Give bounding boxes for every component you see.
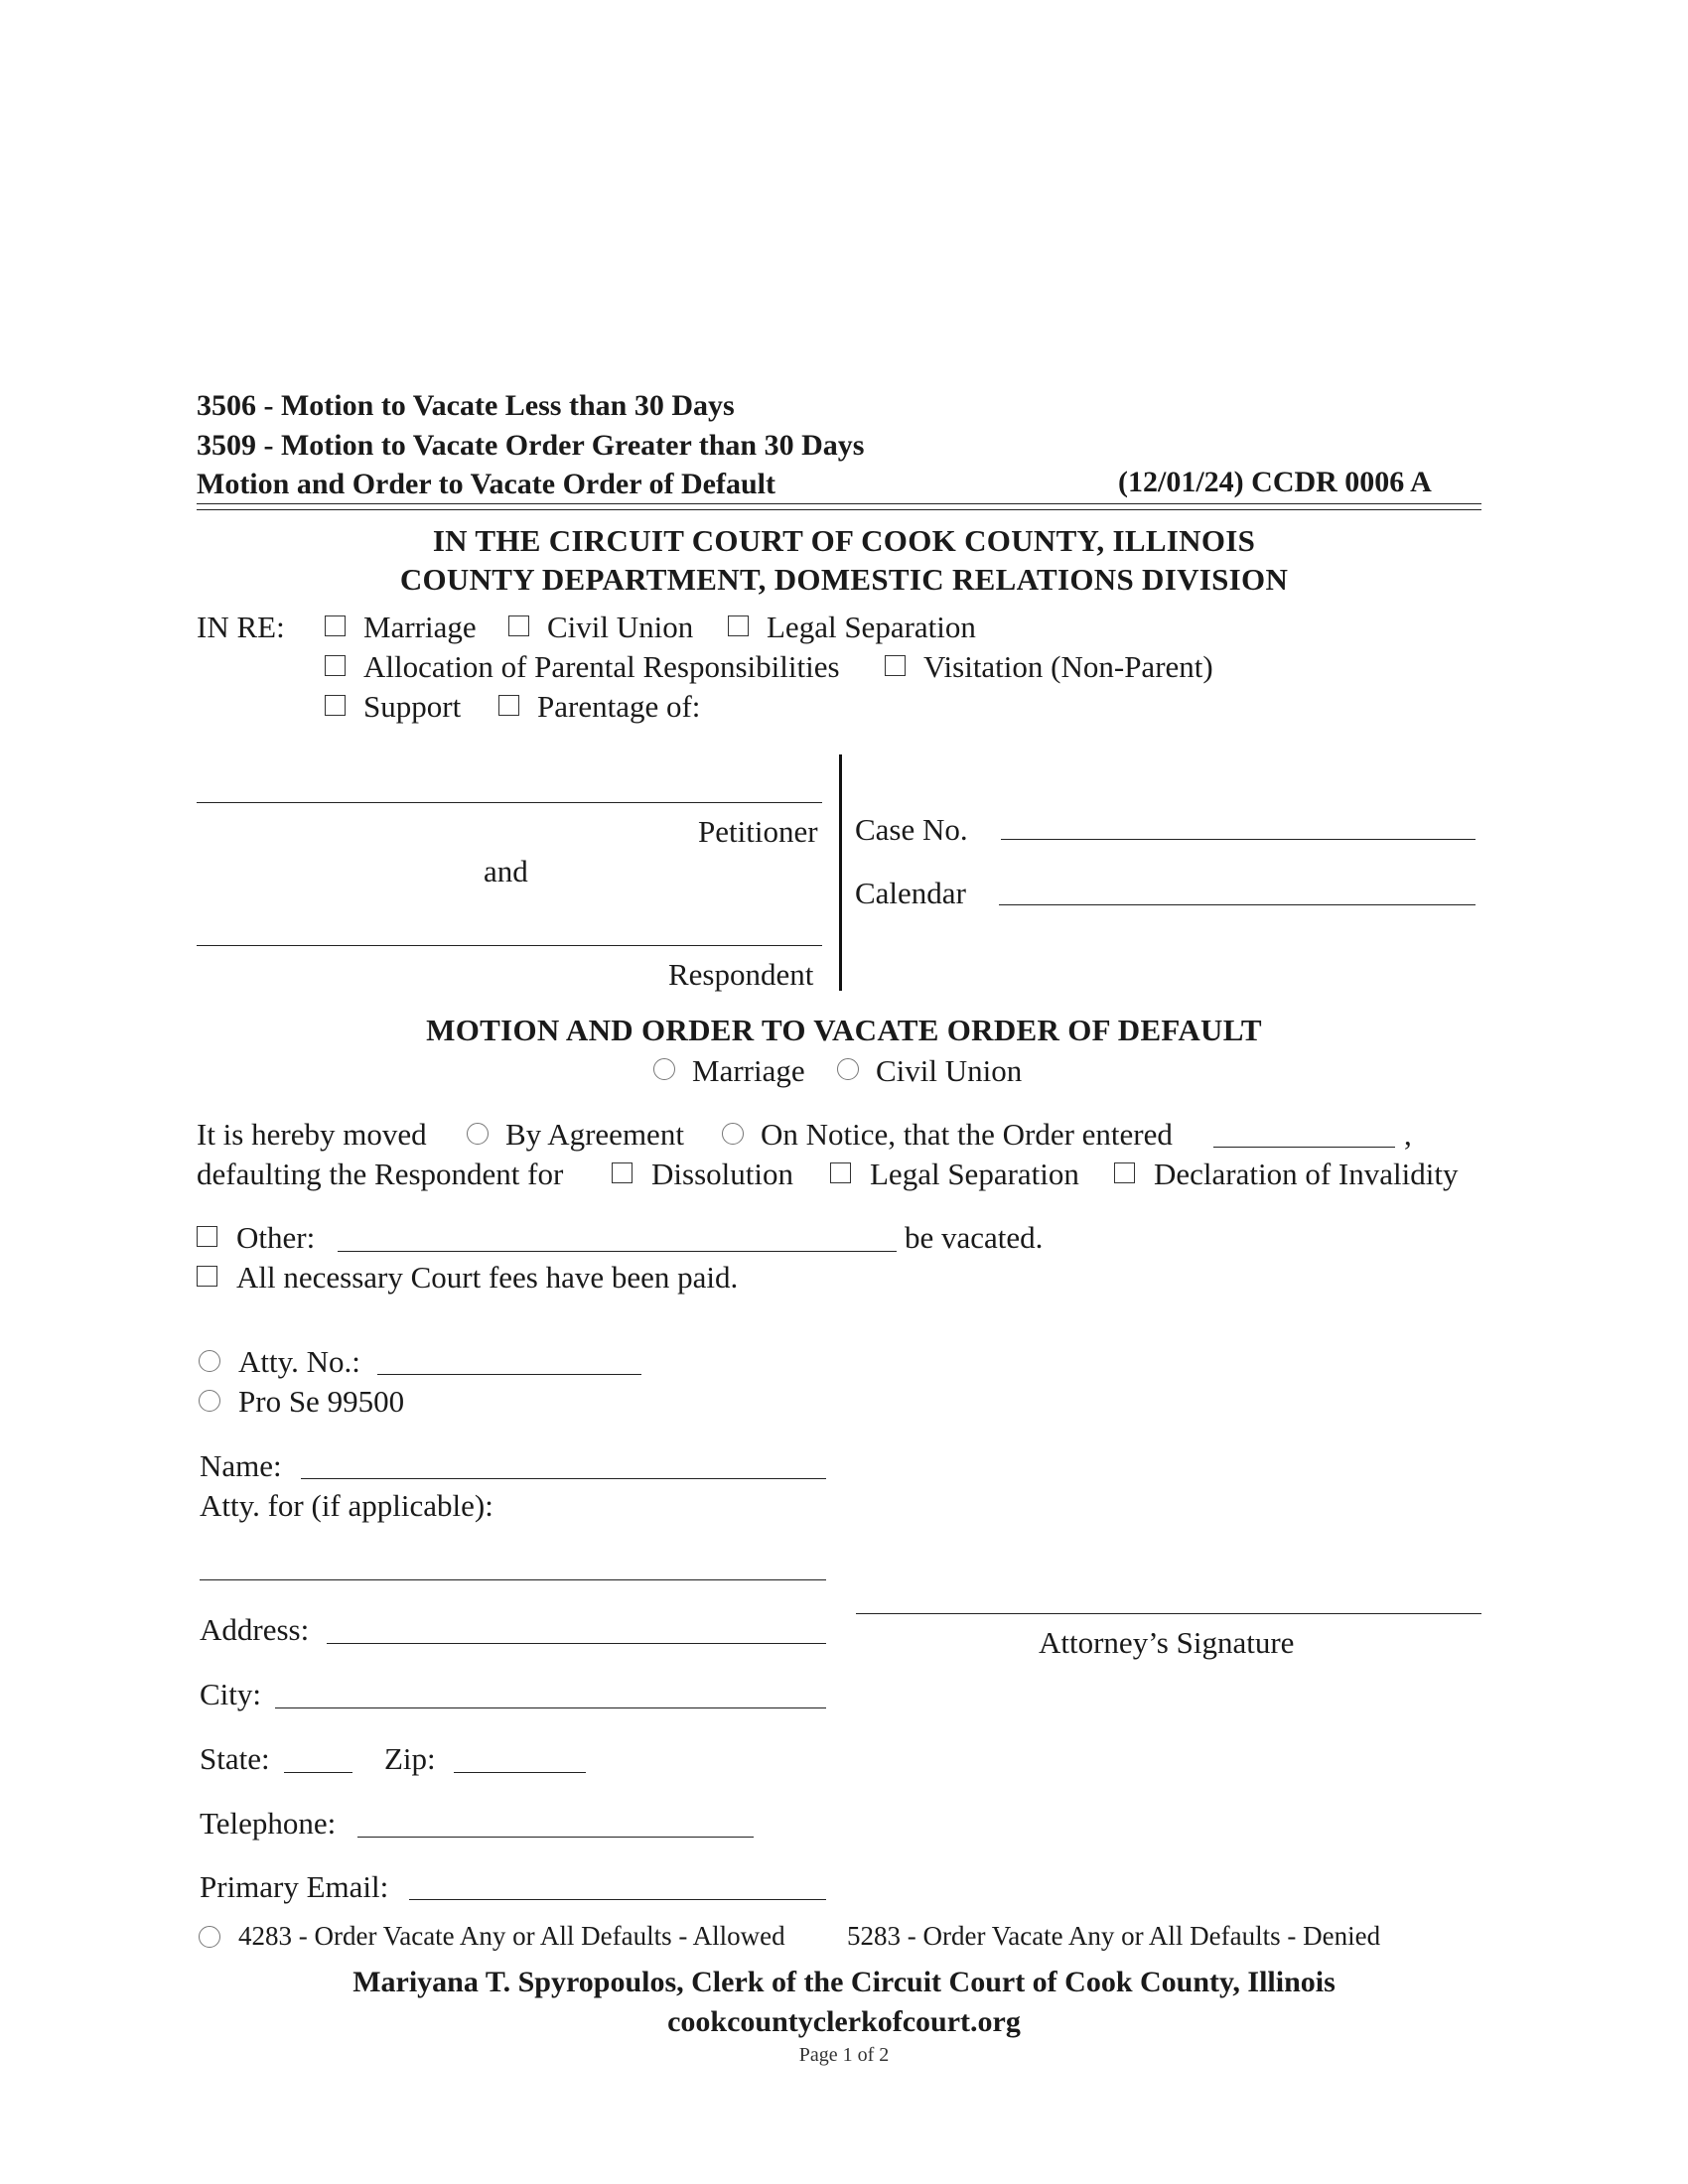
- form-title-main: Motion and Order to Vacate Order of Default: [197, 468, 775, 500]
- default-legal-separation-label: Legal Separation: [870, 1157, 1079, 1191]
- be-vacated-text: be vacated.: [905, 1220, 1044, 1255]
- signature-line[interactable]: [856, 1613, 1481, 1614]
- on-notice-radio[interactable]: [722, 1123, 744, 1145]
- respondent-name-line[interactable]: [197, 945, 822, 946]
- fees-paid-label: All necessary Court fees have been paid.: [236, 1260, 739, 1295]
- defaulting-text: defaulting the Respondent for: [197, 1157, 564, 1191]
- atty-for-line[interactable]: [200, 1579, 826, 1580]
- order-comma: ,: [1404, 1117, 1412, 1152]
- header-rule-bottom: [197, 509, 1481, 510]
- atty-no-line[interactable]: [377, 1374, 641, 1375]
- declaration-invalidity-checkbox[interactable]: [1114, 1162, 1135, 1183]
- marriage-label: Marriage: [363, 610, 477, 644]
- order-denied-label: 5283 - Order Vacate Any or All Defaults - Denied: [847, 1921, 1381, 1951]
- civil-union-checkbox[interactable]: [508, 615, 529, 636]
- city-line[interactable]: [275, 1707, 826, 1708]
- clerk-footer: Mariyana T. Spyropoulos, Clerk of the Circuit Court of Cook County, Illinois: [352, 1966, 1336, 1998]
- name-label: Name:: [200, 1448, 282, 1483]
- case-no-line[interactable]: [1001, 839, 1476, 840]
- motion-marriage-label: Marriage: [692, 1053, 805, 1088]
- zip-line[interactable]: [454, 1772, 586, 1773]
- zip-label: Zip:: [384, 1741, 436, 1776]
- motion-marriage-radio[interactable]: [653, 1058, 675, 1080]
- email-label: Primary Email:: [200, 1869, 389, 1904]
- on-notice-label: On Notice, that the Order entered: [761, 1117, 1173, 1152]
- parentage-checkbox[interactable]: [498, 695, 519, 716]
- visitation-checkbox[interactable]: [885, 655, 906, 676]
- petitioner-name-line[interactable]: [197, 802, 822, 803]
- other-label: Other:: [236, 1220, 316, 1255]
- header-rule-top: [197, 503, 1481, 504]
- parental-responsibilities-checkbox[interactable]: [325, 655, 346, 676]
- clerk-website: cookcountyclerkofcourt.org: [667, 2005, 1021, 2038]
- atty-for-label: Atty. for (if applicable):: [200, 1488, 493, 1523]
- calendar-line[interactable]: [999, 904, 1476, 905]
- and-label: and: [484, 854, 528, 888]
- form-code: (12/01/24) CCDR 0006 A: [1118, 466, 1432, 498]
- pro-se-label: Pro Se 99500: [238, 1384, 405, 1419]
- state-label: State:: [200, 1741, 270, 1776]
- email-line[interactable]: [409, 1899, 826, 1900]
- legal-separation-label: Legal Separation: [767, 610, 976, 644]
- form-title-3509: 3509 - Motion to Vacate Order Greater than 30 Days: [197, 429, 865, 462]
- legal-separation-checkbox[interactable]: [728, 615, 749, 636]
- marriage-checkbox[interactable]: [325, 615, 346, 636]
- address-label: Address:: [200, 1612, 310, 1647]
- visitation-label: Visitation (Non-Parent): [923, 649, 1213, 684]
- form-title-3506: 3506 - Motion to Vacate Less than 30 Days: [197, 389, 735, 422]
- motion-civil-union-label: Civil Union: [876, 1053, 1023, 1088]
- address-line[interactable]: [327, 1643, 826, 1644]
- motion-title: MOTION AND ORDER TO VACATE ORDER OF DEFAULT: [426, 1013, 1262, 1047]
- civil-union-label: Civil Union: [547, 610, 694, 644]
- support-label: Support: [363, 689, 462, 724]
- caption-divider: [839, 754, 842, 991]
- order-allowed-radio[interactable]: [199, 1926, 220, 1948]
- default-legal-separation-checkbox[interactable]: [830, 1162, 851, 1183]
- telephone-label: Telephone:: [200, 1806, 337, 1841]
- order-date-line[interactable]: [1213, 1147, 1395, 1148]
- other-line[interactable]: [338, 1251, 897, 1252]
- declaration-invalidity-label: Declaration of Invalidity: [1154, 1157, 1459, 1191]
- parental-responsibilities-label: Allocation of Parental Responsibilities: [363, 649, 840, 684]
- dissolution-label: Dissolution: [651, 1157, 793, 1191]
- petitioner-label: Petitioner: [698, 814, 818, 849]
- pro-se-radio[interactable]: [199, 1390, 220, 1412]
- name-line[interactable]: [301, 1478, 826, 1479]
- telephone-line[interactable]: [357, 1837, 754, 1838]
- atty-no-radio[interactable]: [199, 1350, 220, 1372]
- atty-no-label: Atty. No.:: [238, 1344, 360, 1379]
- by-agreement-label: By Agreement: [505, 1117, 684, 1152]
- dissolution-checkbox[interactable]: [612, 1162, 633, 1183]
- city-label: City:: [200, 1677, 262, 1711]
- court-title: IN THE CIRCUIT COURT OF COOK COUNTY, ILLINOIS: [432, 523, 1256, 558]
- signature-label: Attorney’s Signature: [1039, 1625, 1295, 1660]
- in-re-label: IN RE:: [197, 610, 285, 644]
- order-allowed-label: 4283 - Order Vacate Any or All Defaults - Allowed: [238, 1921, 785, 1951]
- calendar-label: Calendar: [855, 876, 966, 910]
- other-checkbox[interactable]: [197, 1226, 217, 1247]
- by-agreement-radio[interactable]: [467, 1123, 489, 1145]
- support-checkbox[interactable]: [325, 695, 346, 716]
- respondent-label: Respondent: [668, 957, 814, 992]
- state-line[interactable]: [284, 1772, 352, 1773]
- page-number: Page 1 of 2: [798, 2044, 890, 2066]
- motion-civil-union-radio[interactable]: [837, 1058, 859, 1080]
- case-no-label: Case No.: [855, 812, 968, 847]
- moved-text: It is hereby moved: [197, 1117, 427, 1152]
- fees-paid-checkbox[interactable]: [197, 1266, 217, 1287]
- parentage-label: Parentage of:: [537, 689, 701, 724]
- court-division: COUNTY DEPARTMENT, DOMESTIC RELATIONS DIVISION: [399, 562, 1289, 597]
